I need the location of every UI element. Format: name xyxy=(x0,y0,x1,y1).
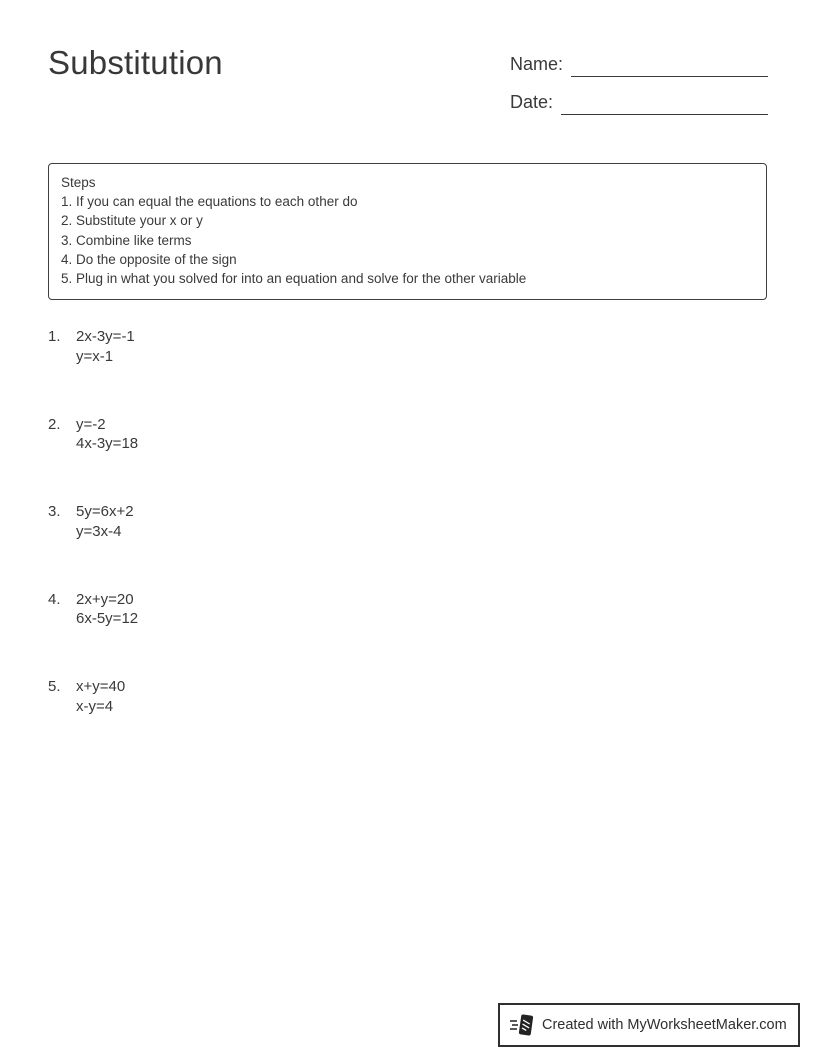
date-field-row xyxy=(510,88,768,115)
problem-number: 5. xyxy=(48,678,61,695)
problem-equations xyxy=(76,502,134,541)
equation-line-1: 2x+y=20 xyxy=(76,590,134,608)
equation-line-2: 4x-3y=18 xyxy=(76,435,139,452)
page-title: Substitution xyxy=(48,44,223,81)
problem-item-3 xyxy=(48,502,767,541)
problem-item-4 xyxy=(48,590,767,629)
steps-item: 1. If you can equal the equations to each other do xyxy=(61,194,358,210)
equation-line-2: 6x-5y=12 xyxy=(76,610,139,627)
problem-equations xyxy=(76,590,138,629)
date-blank-line xyxy=(561,91,768,115)
equation-line-1: 2x-3y=-1 xyxy=(76,328,135,345)
problem-number: 4. xyxy=(48,590,61,608)
problem-item-2 xyxy=(48,415,767,454)
problem-equations xyxy=(76,677,125,716)
footer-credit-text: Created with MyWorksheetMaker.com xyxy=(542,1017,787,1033)
steps-item: 2. Substitute your x or y xyxy=(61,213,203,229)
name-blank-line xyxy=(571,53,768,77)
footer-credit-box xyxy=(498,1003,800,1047)
equation-line-2: x-y=4 xyxy=(76,697,114,715)
problems-list xyxy=(48,327,767,765)
steps-item: 4. Do the opposite of the sign xyxy=(61,251,237,267)
header-fill-fields xyxy=(510,50,768,126)
name-field-row xyxy=(510,50,768,77)
problem-item-1 xyxy=(48,327,767,366)
equation-line-2: y=3x-4 xyxy=(76,522,122,540)
steps-item: 3. Combine like terms xyxy=(61,232,192,248)
flying-worksheet-icon xyxy=(509,1012,536,1038)
problem-number: 1. xyxy=(48,328,61,345)
problem-number: 2. xyxy=(48,415,61,433)
equation-line-1: x+y=40 xyxy=(76,678,126,695)
problem-equations xyxy=(76,327,135,366)
steps-box xyxy=(48,163,767,300)
problem-equations xyxy=(76,415,138,454)
steps-item: 5. Plug in what you solved for into an equation and solve for the other variable xyxy=(61,271,527,287)
steps-title: Steps xyxy=(61,175,96,190)
name-label: Name: xyxy=(510,54,564,74)
date-label: Date: xyxy=(510,92,554,112)
equation-line-1: y=-2 xyxy=(76,415,106,433)
problem-number: 3. xyxy=(48,503,61,520)
equation-line-1: 5y=6x+2 xyxy=(76,503,134,520)
problem-item-5 xyxy=(48,677,767,716)
equation-line-2: y=x-1 xyxy=(76,347,114,365)
